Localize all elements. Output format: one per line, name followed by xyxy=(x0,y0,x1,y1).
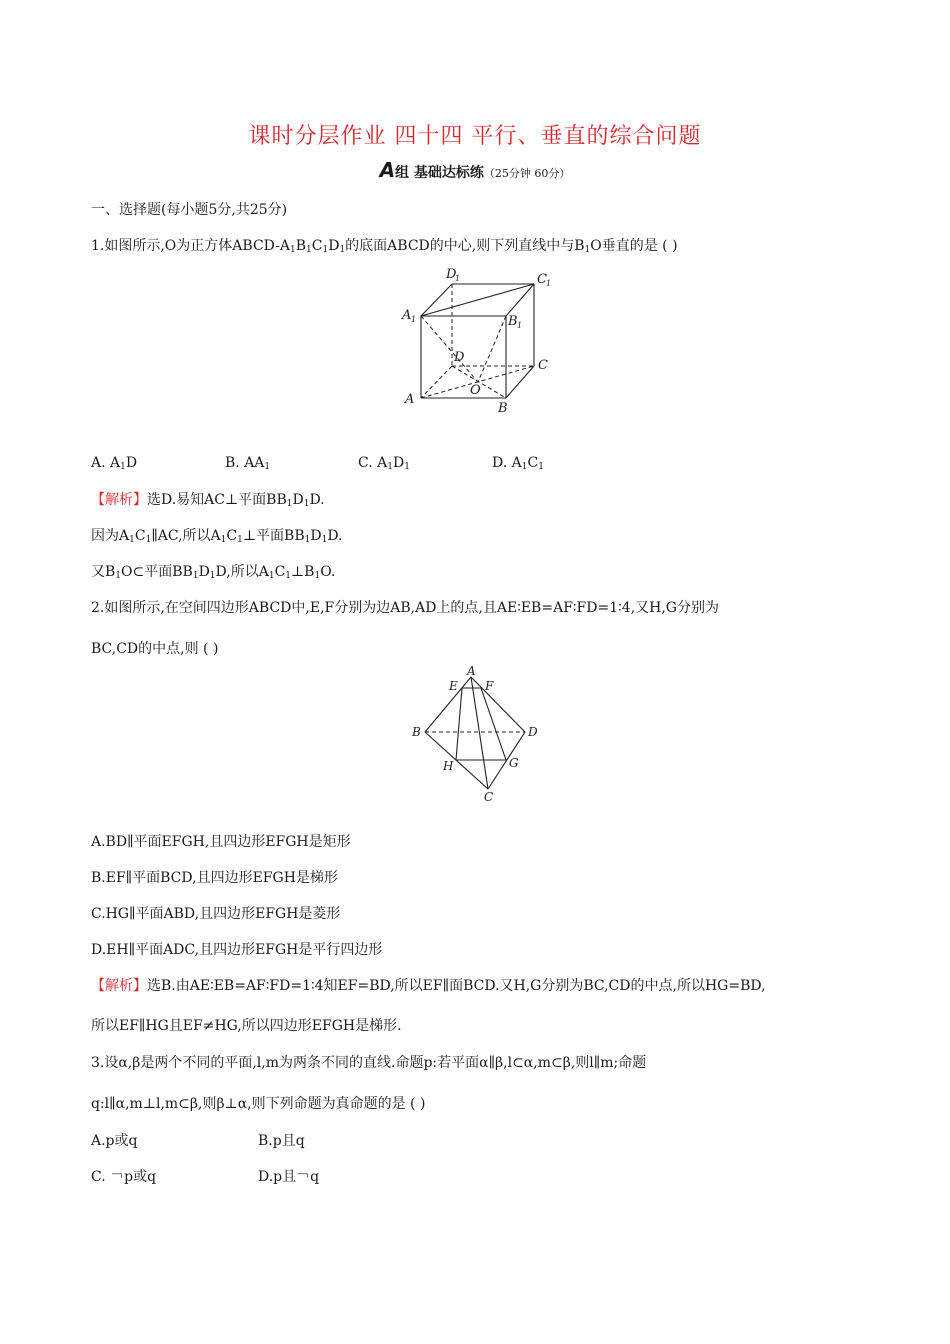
group-note: （25分钟 60分） xyxy=(483,167,571,180)
q2-stem-line-1: 2.如图所示,在空间四边形ABCD中,E,F分别为边AB,AD上的点,且AE∶EB=AF∶FD=1∶4,又H,G分别为 xyxy=(91,600,719,616)
label-b: B xyxy=(412,725,421,739)
label-a: A xyxy=(405,392,415,407)
section-heading: 一、选择题(每小题5分,共25分) xyxy=(91,202,288,218)
svg-text:1: 1 xyxy=(411,315,417,324)
label-o: O xyxy=(470,383,481,398)
label-b: B xyxy=(498,401,508,416)
label-a1: A xyxy=(402,308,412,323)
tetrahedron-figure xyxy=(408,666,548,804)
q2-option-d[interactable]: D.EH∥平面ADC,且四边形EFGH是平行四边形 xyxy=(91,942,383,958)
label-c: C xyxy=(484,790,494,804)
label-c1: C xyxy=(537,272,547,287)
label-h: H xyxy=(443,759,454,773)
q2-analysis-line-2: 所以EF∥HG且EF≠HG,所以四边形EFGH是梯形. xyxy=(91,1018,402,1034)
q2-stem-line-2: BC,CD的中点,则 ( ) xyxy=(91,641,219,657)
label-f: F xyxy=(485,679,494,693)
group-heading xyxy=(0,158,950,182)
analysis-tag: 【解析】 xyxy=(91,492,147,508)
q2-analysis-line-1: 【解析】选B.由AE∶EB=AF∶FD=1∶4知EF=BD,所以EF∥面BCD.又H,G分别为BC,CD的中点,所以HG=BD, xyxy=(91,978,766,994)
q1-option-b[interactable]: B. $AA_1$ xyxy=(225,455,271,472)
group-name: 组 基础达标练 xyxy=(395,165,484,181)
q3-stem-line-1: 3.设α,β是两个不同的平面,l,m为两条不同的直线.命题p:若平面α∥β,l⊂α,m⊂β,则l∥m;命题 xyxy=(91,1055,647,1071)
q3-option-b[interactable]: B.p且q xyxy=(258,1133,305,1149)
q1-option-a[interactable]: A. $A_1D$ xyxy=(91,455,138,472)
label-a: A xyxy=(467,666,476,678)
analysis-tag: 【解析】 xyxy=(91,978,147,994)
label-d: D xyxy=(454,350,465,365)
q1-analysis-line-2: 因为$A_1C_1\parallel AC$,所以$A_1C_1\perp$平面$BB_1D_1D$. xyxy=(91,528,343,545)
label-e: E xyxy=(449,679,458,693)
q2-option-b[interactable]: B.EF∥平面BCD,且四边形EFGH是梯形 xyxy=(91,870,338,886)
q1-stem: 1.如图所示,O为正方体ABCD-$A_1B_1C_1D_1$的底面ABCD的中心,则下列直线中与$B_1O$垂直的是 ( ) xyxy=(91,238,678,255)
q1-option-c[interactable]: C. $A_1D_1$ xyxy=(358,455,410,472)
svg-text:1: 1 xyxy=(455,274,461,283)
q3-option-c[interactable]: C. ￢p或q xyxy=(91,1169,157,1185)
label-d1: D xyxy=(446,267,457,282)
q2-option-a[interactable]: A.BD∥平面EFGH,且四边形EFGH是矩形 xyxy=(91,834,351,850)
group-badge: A xyxy=(379,158,396,182)
q1-analysis-line-1: 【解析】选D.易知AC⊥平面$BB_1D_1D$. xyxy=(91,492,325,509)
label-g: G xyxy=(509,756,519,770)
cube-figure xyxy=(396,262,566,418)
label-c: C xyxy=(538,358,548,373)
q2-option-c[interactable]: C.HG∥平面ABD,且四边形EFGH是菱形 xyxy=(91,906,341,922)
q3-stem-line-2: q:l∥α,m⊥l,m⊂β,则β⊥α,则下列命题为真命题的是 ( ) xyxy=(91,1096,426,1112)
q3-option-a[interactable]: A.p或q xyxy=(91,1133,138,1149)
page-title: 课时分层作业 四十四 平行、垂直的综合问题 xyxy=(248,124,702,149)
label-d: D xyxy=(528,725,538,739)
svg-text:1: 1 xyxy=(546,279,552,288)
label-b1: B xyxy=(508,314,518,329)
q1-analysis-line-3: 又$B_1O\subset$平面$BB_1D_1D$,所以$A_1C_1\perp B_1O$. xyxy=(91,564,336,581)
q3-option-d[interactable]: D.p且￢q xyxy=(258,1169,320,1185)
svg-text:1: 1 xyxy=(517,321,523,330)
q1-option-d[interactable]: D. $A_1C_1$ xyxy=(492,455,544,472)
